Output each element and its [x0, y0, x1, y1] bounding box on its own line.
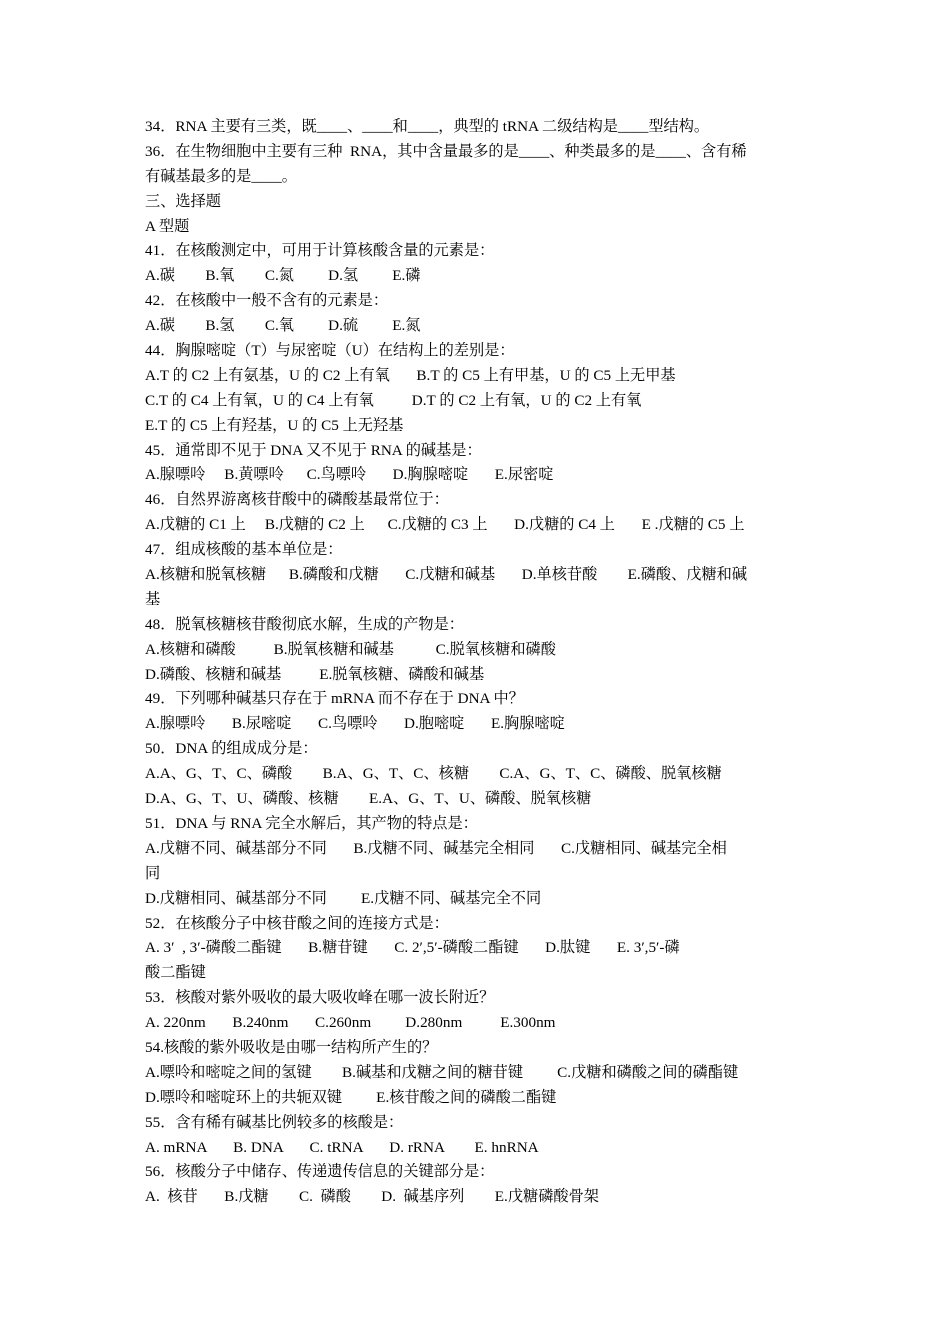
text-line: 51．DNA 与 RNA 完全水解后，其产物的特点是：: [145, 814, 478, 832]
text-line: D.A、G、T、U、磷酸、核糖 E.A、G、T、U、磷酸、脱氧核糖: [145, 790, 592, 808]
text-line: 有碱基最多的是____。: [145, 167, 297, 185]
text-line: A.T 的 C2 上有氨基，U 的 C2 上有氧 B.T 的 C5 上有甲基，U 的 C5 上无甲基: [145, 366, 676, 384]
text-line: 46．自然界游离核苷酸中的磷酸基最常位于：: [145, 491, 449, 509]
text-line: 56．核酸分子中储存、传递遗传信息的关键部分是：: [145, 1163, 495, 1181]
text-line: A. 220nm B.240nm C.260nm D.280nm E.300nm: [145, 1014, 556, 1032]
text-line: 53．核酸对紫外吸收的最大吸收峰在哪一波长附近？: [145, 989, 495, 1007]
text-line: A.腺嘌呤 B.尿嘧啶 C.鸟嘌呤 D.胞嘧啶 E.胸腺嘧啶: [145, 715, 565, 733]
text-line: 41．在核酸测定中，可用于计算核酸含量的元素是：: [145, 242, 495, 260]
text-line: 45．通常即不见于 DNA 又不见于 RNA 的碱基是：: [145, 441, 482, 459]
text-line: 同: [145, 864, 161, 882]
text-line: A. mRNA B. DNA C. tRNA D. rRNA E. hnRNA: [145, 1138, 539, 1156]
text-line: A.腺嘌呤 B.黄嘌呤 C.鸟嘌呤 D.胸腺嘧啶 E.尿密啶: [145, 466, 554, 484]
text-line: C.T 的 C4 上有氧，U 的 C4 上有氧 D.T 的 C2 上有氧，U 的 C2 上有氧: [145, 391, 642, 409]
text-line: A.戊糖的 C1 上 B.戊糖的 C2 上 C.戊糖的 C3 上 D.戊糖的 C4 上 E .戊糖的 C5 上: [145, 516, 745, 534]
text-line: 49．下列哪种碱基只存在于 mRNA 而不存在于 DNA 中？: [145, 690, 524, 708]
text-line: A.戊糖不同、碱基部分不同 B.戊糖不同、碱基完全相同 C.戊糖相同、碱基完全相: [145, 839, 727, 857]
text-line: 34．RNA 主要有三类，既____、____和____，典型的 tRNA 二级结构是____型结构。: [145, 118, 710, 135]
text-line: E.T 的 C5 上有羟基，U 的 C5 上无羟基: [145, 416, 404, 434]
document-page: [145, 115, 813, 1210]
text-line: A 型题: [145, 217, 190, 235]
text-line: A.碳 B.氢 C.氧 D.硫 E.氮: [145, 317, 421, 335]
text-line: A.核糖和磷酸 B.脱氧核糖和碱基 C.脱氧核糖和磷酸: [145, 640, 556, 658]
text-line: 52．在核酸分子中核苷酸之间的连接方式是：: [145, 914, 449, 932]
text-line: 36．在生物细胞中主要有三种 RNA，其中含量最多的是____、种类最多的是____、含有稀: [145, 142, 747, 160]
text-line: 50．DNA 的组成成分是：: [145, 740, 318, 758]
text-line: A.碳 B.氧 C.氮 D.氢 E.磷: [145, 267, 421, 285]
text-line: D.磷酸、核糖和碱基 E.脱氧核糖、磷酸和碱基: [145, 665, 485, 683]
text-line: 44．胸腺嘧啶（T）与尿密啶（U）在结构上的差别是：: [145, 342, 515, 360]
text-line: 三、选择题: [145, 192, 221, 210]
text-line: A.A、G、T、C、磷酸 B.A、G、T、C、核糖 C.A、G、T、C、磷酸、脱氧核糖: [145, 765, 722, 783]
text-line: 55．含有稀有碱基比例较多的核酸是：: [145, 1113, 404, 1131]
text-line: 47．组成核酸的基本单位是：: [145, 541, 343, 559]
text-line: 48．脱氧核糖核苷酸彻底水解，生成的产物是：: [145, 615, 464, 633]
text-line: A.嘌呤和嘧啶之间的氢键 B.碱基和戊糖之间的糖苷键 C.戊糖和磷酸之间的磷酯键: [145, 1063, 739, 1081]
text-line: 基: [145, 590, 161, 608]
text-line: 酸二酯键: [145, 964, 206, 982]
text-line: A. 3′ , 3′-磷酸二酯键 B.糖苷键 C. 2′,5′-磷酸二酯键 D.肽键 E. 3′,5′-磷: [145, 939, 680, 957]
text-line: D.嘌呤和嘧啶环上的共轭双键 E.核苷酸之间的磷酸二酯键: [145, 1088, 557, 1106]
text-line: D.戊糖相同、碱基部分不同 E.戊糖不同、碱基完全不同: [145, 889, 542, 907]
text-line: A.核糖和脱氧核糖 B.磷酸和戊糖 C.戊糖和碱基 D.单核苷酸 E.磷酸、戊糖和碱: [145, 566, 748, 584]
text-line: 54.核酸的紫外吸收是由哪一结构所产生的？: [145, 1038, 438, 1056]
text-line: 42．在核酸中一般不含有的元素是：: [145, 292, 388, 310]
text-line: A. 核苷 B.戊糖 C. 磷酸 D. 碱基序列 E.戊糖磷酸骨架: [145, 1188, 599, 1206]
